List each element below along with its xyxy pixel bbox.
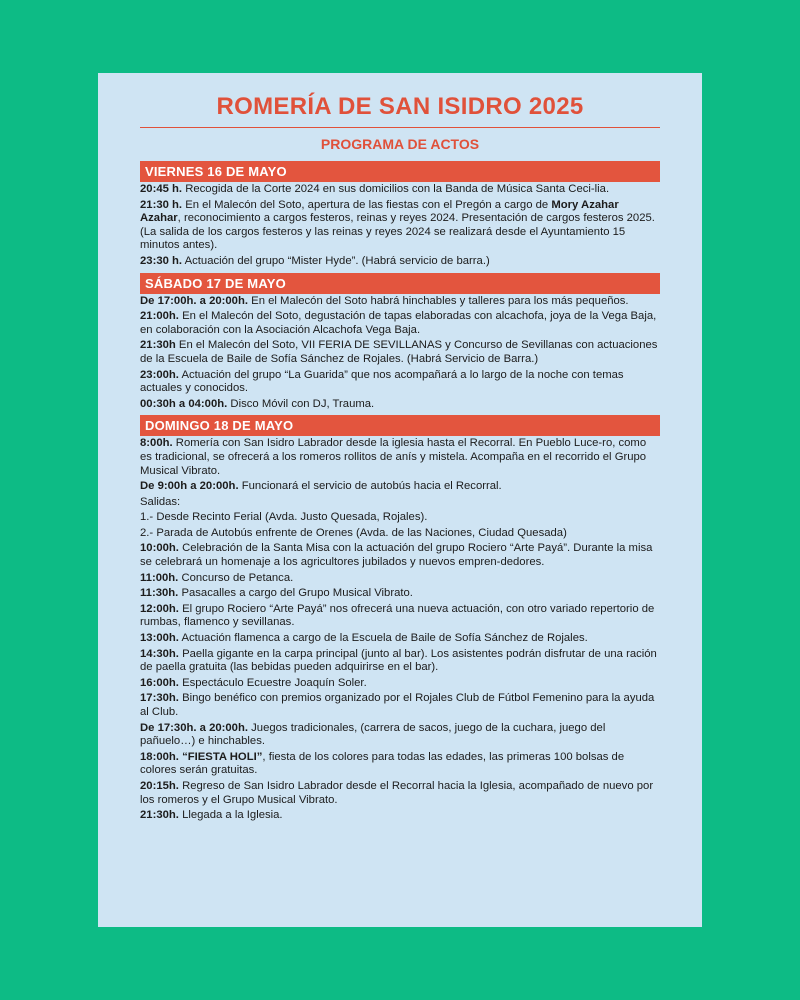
entry-text: Romería con San Isidro Labrador desde la iglesia hasta el Recorral. En Pueblo Luce-ro, como es tradicional, se ofrecerá a los romeros rollitos de anís y mistela. Acompaña en el recorrido el Grupo Musical Vibrato.	[140, 437, 647, 477]
entry-text: El grupo Rociero “Arte Payá” nos ofrecerá una nueva actuación, con otro variado repertorio de rumbas, flamenco y sevillanas.	[140, 602, 655, 629]
program-subtitle: PROGRAMA DE ACTOS	[320, 136, 480, 152]
entry-time: 10:00h.	[140, 542, 179, 555]
entry-time: 20:45 h.	[140, 183, 183, 195]
program-days	[140, 161, 660, 823]
entry-time: 18:00h.	[140, 750, 183, 763]
program-entry	[140, 542, 660, 569]
entry-text: En el Malecón del Soto, apertura de las fiestas con el Pregón a cargo de	[182, 198, 552, 211]
program-entry	[140, 572, 660, 586]
entry-text: Actuación del grupo “Mister Hyde”. (Habrá servicio de barra.)	[182, 254, 490, 267]
program-poster	[98, 73, 702, 927]
entry-text-continued: , fiesta de los colores para todas las edades, las primeras 100 bolsas de colores serán gratuitas.	[140, 750, 625, 777]
entry-text: Paella gigante en la carpa principal (junto al bar). Los asistentes podrán disfrutar de una ración de paella gratuita (las bebidas pueden adquirirse en el bar).	[140, 647, 657, 674]
entry-text: Llegada a la Iglesia.	[178, 809, 283, 822]
entry-text: Concurso de Petanca.	[178, 571, 294, 584]
program-entry	[140, 437, 660, 478]
entry-text: Celebración de la Santa Misa con la actuación del grupo Rociero “Arte Payá”. Durante la misa se celebrará un homenaje a los agricultores jubilados y nuevos empren-dedores.	[140, 542, 653, 569]
entry-text: Actuación del grupo “La Guarida” que nos acompañará a lo largo de la noche con temas actuales y conocidos.	[140, 368, 624, 395]
entry-time: 21:30h.	[140, 809, 179, 822]
entry-time: De 9:00h a 20:00h.	[140, 480, 239, 493]
program-entry	[140, 199, 660, 253]
entry-time: 23:30 h.	[140, 254, 183, 267]
day-section	[140, 161, 660, 269]
program-entry	[140, 780, 660, 807]
program-entry	[140, 587, 660, 601]
program-entry	[140, 183, 660, 197]
program-entry	[140, 339, 660, 366]
program-entry	[140, 809, 660, 823]
entry-time: 16:00h.	[140, 676, 179, 689]
entry-time: 21:30h	[140, 339, 176, 352]
entry-text: Actuación flamenca a cargo de la Escuela de Baile de Sofía Sánchez de Rojales.	[178, 632, 588, 645]
program-entry	[140, 295, 660, 309]
entry-highlight: “FIESTA HOLI”	[182, 750, 263, 763]
program-entry	[140, 496, 660, 510]
program-entry	[140, 603, 660, 630]
program-entry	[140, 751, 660, 778]
entry-time: 21:00h.	[140, 310, 179, 323]
entry-text: Recogida de la Corte 2024 en sus domicilios con la Banda de Música Santa Ceci-lia.	[182, 183, 610, 195]
program-entry	[140, 677, 660, 691]
entry-text: Pasacalles a cargo del Grupo Musical Vibrato.	[178, 587, 413, 600]
title-divider	[140, 127, 660, 128]
entry-time: 11:00h.	[140, 571, 179, 584]
entry-text: Espectáculo Ecuestre Joaquín Soler.	[178, 676, 367, 689]
day-section	[140, 415, 660, 822]
program-entry	[140, 722, 660, 749]
program-entry	[140, 692, 660, 719]
entry-text: 2.- Parada de Autobús enfrente de Orenes (Avda. de las Naciones, Ciudad Quesada)	[140, 526, 567, 539]
program-entry	[140, 527, 660, 541]
entry-text: 1.- Desde Recinto Ferial (Avda. Justo Quesada, Rojales).	[140, 511, 428, 524]
entry-time: 00:30h a 04:00h.	[140, 397, 228, 410]
page-title: ROMERÍA DE SAN ISIDRO 2025	[216, 93, 584, 120]
entry-text: Regreso de San Isidro Labrador desde el Recorral hacia la Iglesia, acompañado de nuevo por los romeros y el Grupo Musical Vibrato.	[140, 779, 654, 806]
program-entry	[140, 398, 660, 412]
entry-text: Funcionará el servicio de autobús hacia el Recorral.	[238, 480, 502, 493]
day-header: DOMINGO 18 DE MAYO	[140, 415, 660, 436]
entry-time: De 17:00h. a 20:00h.	[140, 294, 249, 307]
program-entry	[140, 632, 660, 646]
entry-time: 11:30h.	[140, 587, 179, 600]
entry-time: 21:30 h.	[140, 198, 183, 211]
entry-text: En el Malecón del Soto habrá hinchables y talleres para los más pequeños.	[248, 294, 629, 307]
entry-text-continued: , reconocimiento a cargos festeros, reinas y reyes 2024. Presentación de cargos festeros 2025. (La salida de los cargos festeros y las reinas y reyes 2024 se realizará desde el Ayuntamiento 15 minutos antes).	[140, 212, 655, 252]
entry-time: De 17:30h. a 20:00h.	[140, 721, 249, 734]
program-entry	[140, 480, 660, 494]
program-entry	[140, 648, 660, 675]
entry-text: Juegos tradicionales, (carrera de sacos, juego de la cuchara, juego del pañuelo…) e hinchables.	[140, 721, 606, 748]
entry-text: Disco Móvil con DJ, Trauma.	[227, 397, 375, 410]
day-header: SÁBADO 17 DE MAYO	[140, 273, 660, 294]
entry-highlight: Mory Azahar Azahar	[140, 198, 619, 225]
program-entry	[140, 369, 660, 396]
entry-text: Salidas:	[140, 495, 181, 508]
day-section	[140, 273, 660, 412]
entry-text: En el Malecón del Soto, degustación de tapas elaboradas con alcachofa, joya de la Vega Baja, en colaboración con la Asociación Alcachofa Vega Baja.	[140, 310, 657, 336]
program-entry	[140, 511, 660, 525]
entry-time: 13:00h.	[140, 632, 179, 645]
program-entry	[140, 255, 660, 269]
entry-time: 8:00h.	[140, 437, 173, 450]
entry-time: 20:15h.	[140, 779, 179, 792]
day-header: VIERNES 16 DE MAYO	[140, 161, 660, 182]
entry-time: 17:30h.	[140, 692, 179, 705]
entry-text: Bingo benéfico con premios organizado por el Rojales Club de Fútbol Femenino para la ayuda al Club.	[140, 692, 655, 718]
program-entry	[140, 310, 660, 337]
entry-time: 12:00h.	[140, 602, 179, 615]
entry-time: 23:00h.	[140, 368, 179, 381]
entry-text: En el Malecón del Soto, VII FERIA DE SEVILLANAS y Concurso de Sevillanas con actuaciones de la Escuela de Baile de Sofía Sánchez de Rojales. (Habrá Servicio de Barra.)	[140, 339, 658, 365]
entry-time: 14:30h.	[140, 647, 179, 660]
